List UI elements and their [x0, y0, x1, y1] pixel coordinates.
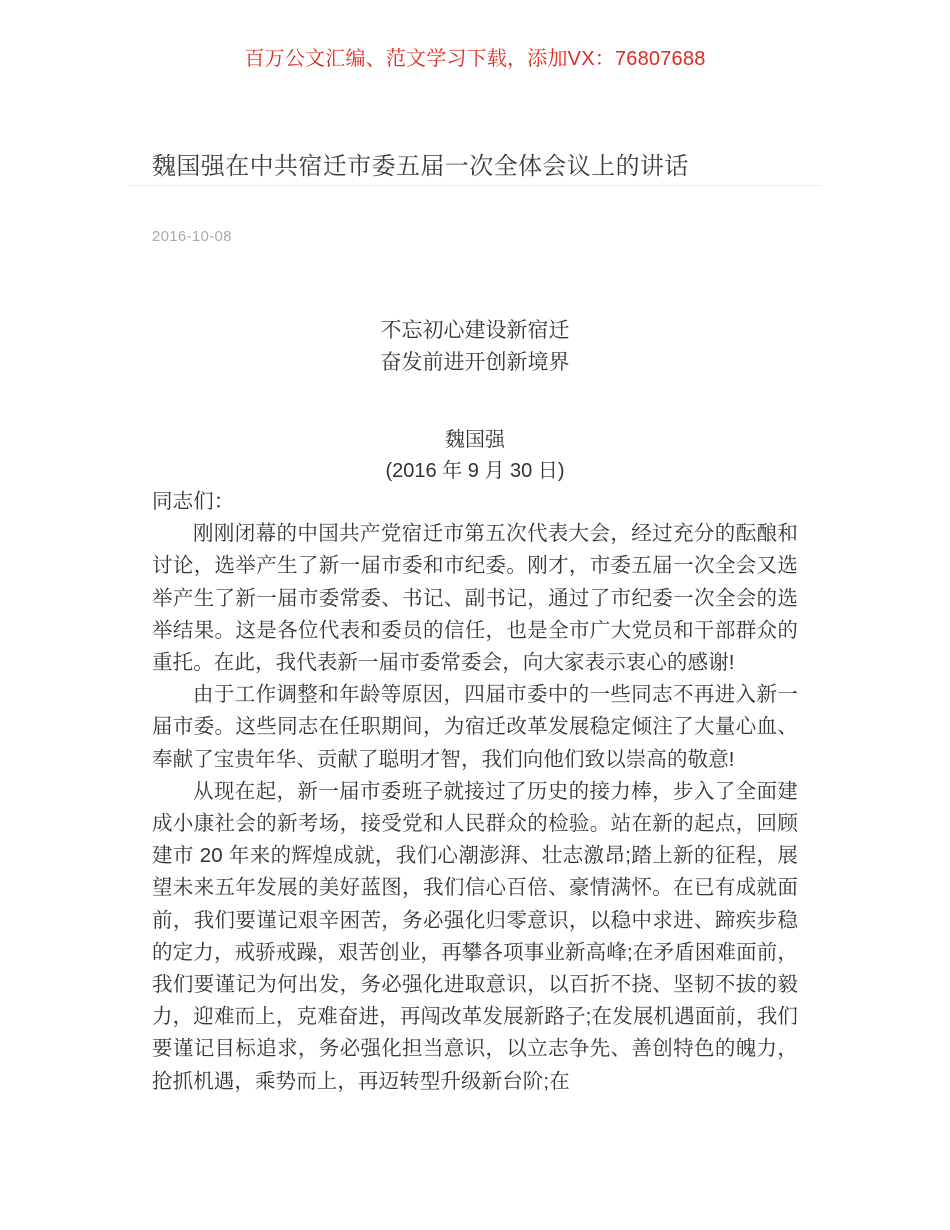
article-publish-date: 2016-10-08: [152, 228, 232, 245]
document-body: [152, 486, 798, 1098]
body-paragraph-2: 由于工作调整和年龄等原因，四届市委中的一些同志不再进入新一届市委。这些同志在任职期间，为宿迁改革发展稳定倾注了大量心血、奉献了宝贵年华、贡献了聪明才智，我们向他们致以崇高的敬意!: [152, 683, 798, 771]
body-paragraph-3: 从现在起，新一届市委班子就接过了历史的接力棒，步入了全面建成小康社会的新考场，接受党和人民群众的检验。站在新的起点，回顾建市 20 年来的辉煌成就，我们心潮澎湃、壮志激昂;踏上新的征程，展望未来五年发展的美好蓝图，我们信心百倍、豪情满怀。在已有成就面前，我们要谨记艰辛困苦，务必强化归零意识，以稳中求进、蹄疾步稳的定力，戒骄戒躁，艰苦创业，再攀各项事业新高峰;在矛盾困难面前，我们要谨记为何出发，务必强化进取意识，以百折不挠、坚韧不拔的毅力，迎难而上，克难奋进，再闯改革发展新路子;在发展机遇面前，我们要谨记目标追求，务必强化担当意识，以立志争先、善创特色的魄力，抢抓机遇，乘势而上，再迈转型升级新台阶;在: [152, 779, 798, 1093]
page-title: 魏国强在中共宿迁市委五届一次全体会议上的讲话: [152, 153, 689, 181]
document-byline: [152, 425, 798, 487]
document-heading-line-2: 奋发前进开创新境界: [380, 351, 570, 374]
document-heading-line-1: 不忘初心建设新宿迁: [380, 319, 570, 342]
body-paragraph-1: 刚刚闭幕的中国共产党宿迁市第五次代表大会，经过充分的酝酿和讨论，选举产生了新一届市委和市纪委。刚才，市委五届一次全会又选举产生了新一届市委常委、书记、副书记，通过了市纪委一次全会的选举结果。这是各位代表和委员的信任，也是全市广大党员和干部群众的重托。在此，我代表新一届市委常委会，向大家表示衷心的感谢!: [152, 522, 798, 675]
title-divider: [128, 185, 822, 186]
document-heading: [152, 315, 798, 379]
promo-banner-text: 百万公文汇编、范文学习下载，添加VX：76807688: [244, 48, 706, 70]
byline-author: 魏国强: [445, 429, 505, 451]
body-salutation: 同志们：: [152, 490, 235, 513]
byline-date: (2016 年 9 月 30 日): [385, 460, 565, 482]
